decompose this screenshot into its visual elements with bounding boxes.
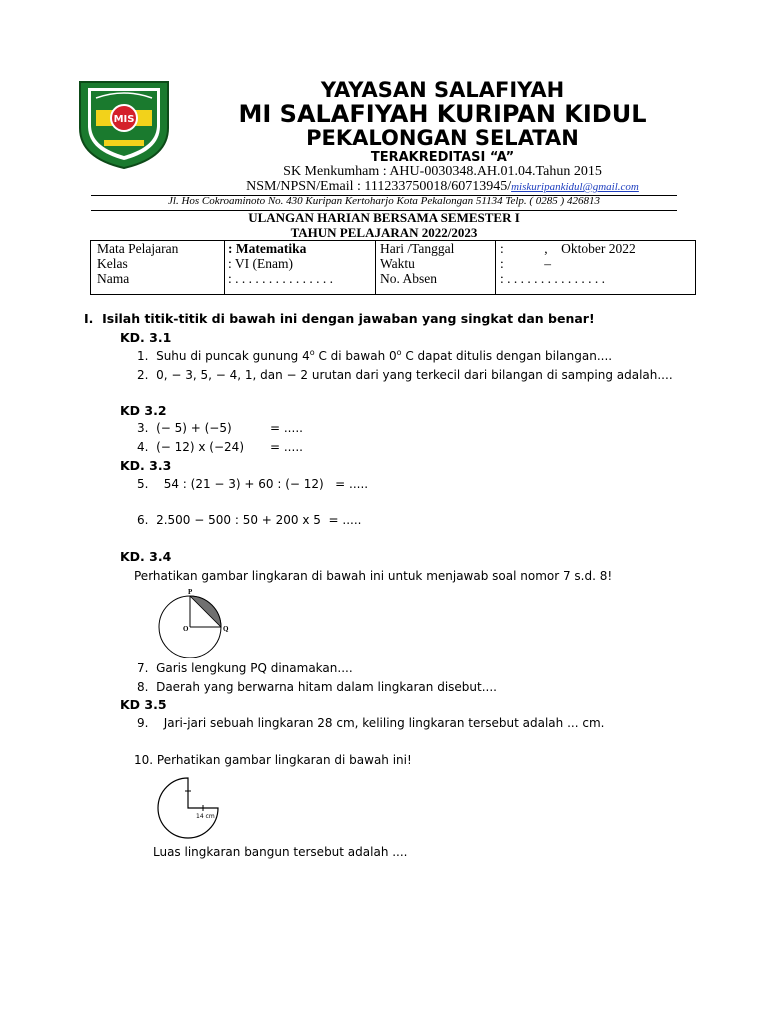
question-6: 6. 2.500 − 500 : 50 + 200 x 5 = ..... [137,513,362,527]
accreditation: TERAKREDITASI “A” [370,150,515,165]
name-label: Nama [97,271,130,286]
question-4: 4. (− 12) x (−24) [137,440,244,454]
label-o: O [183,625,189,633]
academic-year: TAHUN PELAJARAN 2022/2023 [290,225,478,240]
question-7: 7. Garis lengkung PQ dinamakan.... [137,661,353,675]
logo-text: MIS [113,114,135,125]
student-info-box [90,240,696,295]
absen-label: No. Absen [380,271,437,286]
kd-3-5-heading: KD 3.5 [120,697,167,712]
question-1 [137,348,612,363]
question-1-part-b: C di bawah 0 [314,349,397,363]
kd-3-4-heading: KD. 3.4 [120,549,172,564]
subject-value: : Matematika [228,241,307,256]
contact-prefix: NSM/NPSN/Email : 111233750018/60713945/ [246,179,512,194]
question-1-part-a: 1. Suhu di puncak gunung 4 [137,349,310,363]
info-divider-3 [495,241,496,294]
absen-field[interactable]: : . . . . . . . . . . . . . . . [500,271,606,286]
subject-label: Mata Pelajaran [97,241,179,256]
question-8: 8. Daerah yang berwarna hitam dalam lingkaran disebut.... [137,680,497,694]
question-10: 10. Perhatikan gambar lingkaran di bawah ini! [134,753,412,767]
district-name: PEKALONGAN SELATAN [306,126,579,150]
day-label: Hari /Tanggal [380,241,455,256]
exam-title: ULANGAN HARIAN BERSAMA SEMESTER I [248,210,520,225]
circle-figure-sector [150,586,236,658]
day-value[interactable]: : , Oktober 2022 [500,241,636,256]
school-logo [72,78,176,170]
sk-number: SK Menkumham : AHU-0030348.AH.01.04.Tahun 2015 [283,164,602,179]
question-9: 9. Jari-jari sebuah lingkaran 28 cm, keliling lingkaran tersebut adalah ... cm. [137,716,605,730]
foundation-name: YAYASAN SALAFIYAH [320,78,565,102]
degree-mark-1: o [309,348,315,357]
question-5: 5. 54 : (21 − 3) + 60 : (− 12) = ..... [137,477,369,491]
question-4-answer-blank: = ..... [270,440,303,454]
info-divider-2 [375,241,376,294]
contact-line [190,179,695,195]
info-divider-1 [224,241,225,294]
kd-3-3-heading: KD. 3.3 [120,458,172,473]
question-1-part-c: C dapat ditulis dengan bilangan.... [401,349,613,363]
class-value: : VI (Enam) [228,256,293,271]
degree-mark-2: o [396,348,402,357]
kd-3-1-heading: KD. 3.1 [120,330,172,345]
email-link[interactable]: miskuripankidul@gmail.com [511,181,639,193]
three-quarter-circle-figure [150,774,232,842]
name-field[interactable]: : . . . . . . . . . . . . . . . [228,271,334,286]
label-p: P [188,588,193,596]
time-label: Waktu [380,256,415,271]
kd-3-2-heading: KD 3.2 [120,403,167,418]
time-value[interactable]: : – [500,256,552,271]
kd-3-4-instruction: Perhatikan gambar lingkaran di bawah ini untuk menjawab soal nomor 7 s.d. 8! [134,569,613,583]
question-2: 2. 0, − 3, 5, − 4, 1, dan − 2 urutan dari yang terkecil dari bilangan di samping adalah.... [137,368,673,382]
address: Jl. Hos Cokroaminoto No. 430 Kuripan Kertoharjo Kota Pekalongan 51134 Telp. ( 0285 ) 426813 [168,195,600,207]
section-title: I. Isilah titik-titik di bawah ini dengan jawaban yang singkat dan benar! [84,311,595,326]
question-3: 3. (− 5) + (−5) [137,421,232,435]
question-3-answer-blank: = ..... [270,421,303,435]
class-label: Kelas [97,256,128,271]
school-name: MI SALAFIYAH KURIPAN KIDUL [238,100,647,128]
question-10-followup: Luas lingkaran bangun tersebut adalah .... [153,845,408,859]
radius-length-label: 14 cm [196,813,215,820]
label-q: Q [223,625,229,633]
